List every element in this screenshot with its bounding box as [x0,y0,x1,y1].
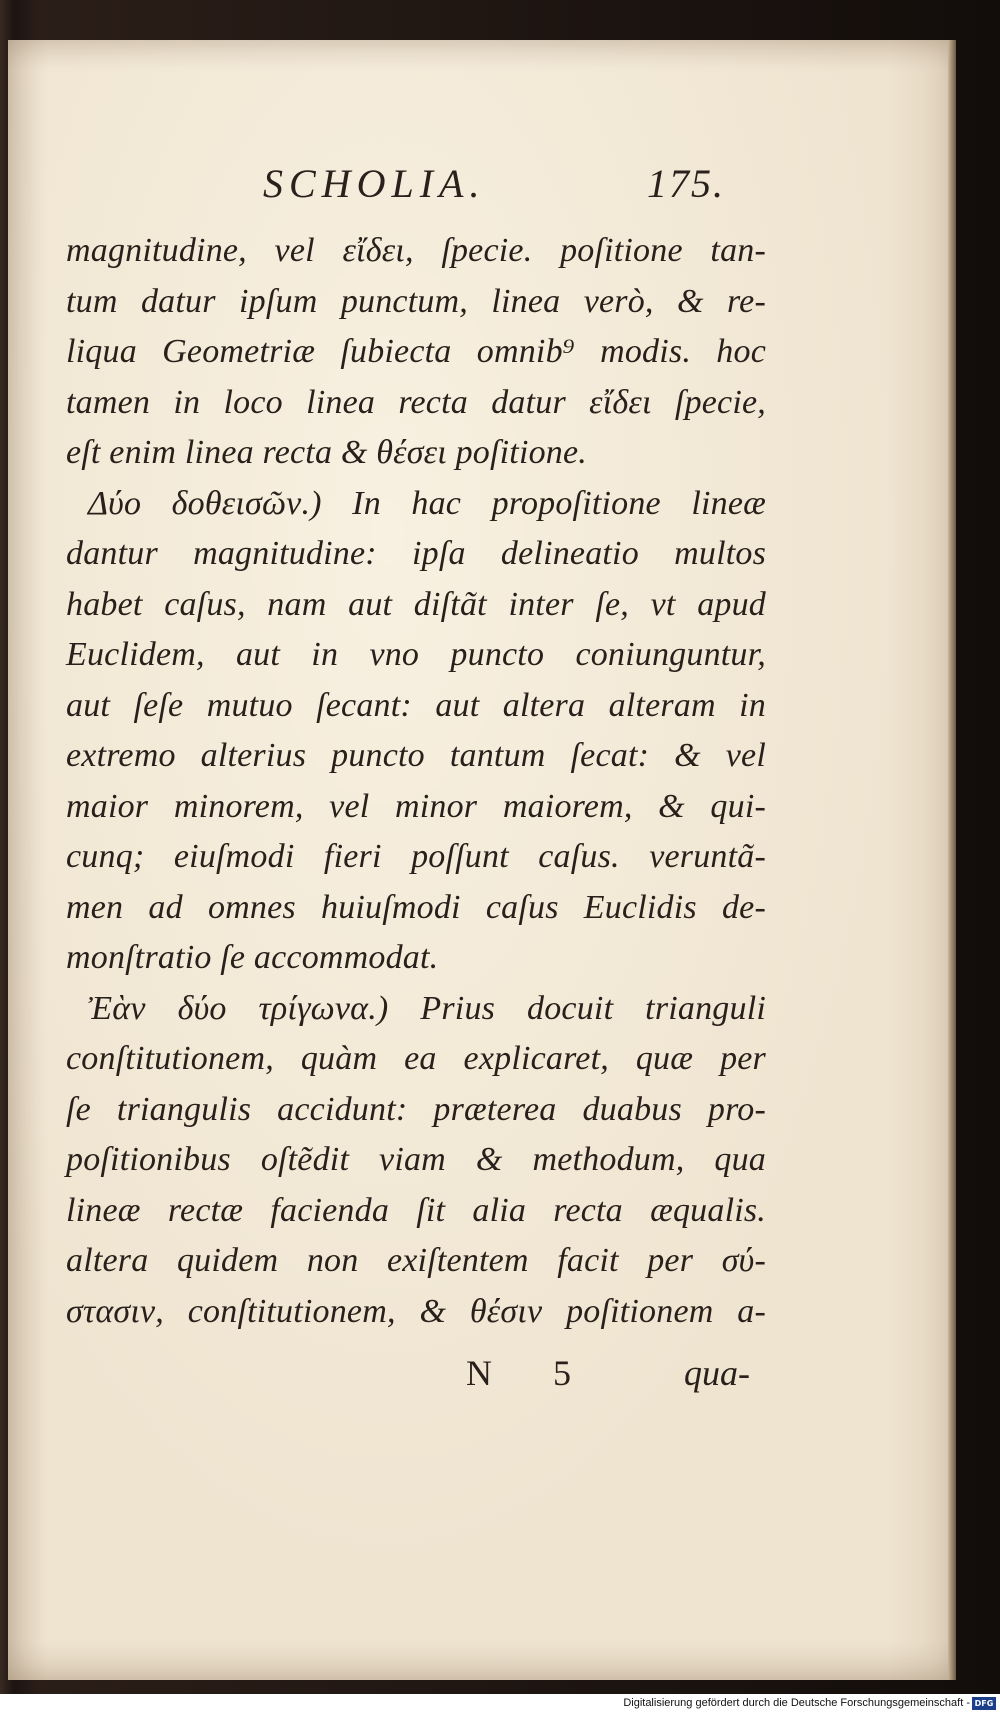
funding-credit: Digitalisierung gefördert durch die Deutsche Forschungsgemeinschaft - [623,1697,970,1709]
text-line: στασιν, conſtitutionem, & θέσιν poſitionem a- [66,1292,766,1330]
text-line: habet caſus, nam aut diſtãt inter ſe, vt apud [66,585,766,623]
digitization-footer [0,1694,1000,1714]
text-line: men ad omnes huiuſmodi caſus Euclidis de- [66,888,766,926]
text-line: aut ſeſe mutuo ſecant: aut altera alteram in [66,686,766,724]
text-line: poſitionibus oſtẽdit viam & methodum, qua [66,1141,766,1178]
text-line: altera quidem non exiſtentem facit per σύ- [66,1242,766,1279]
signature-mark: N 5 [466,1353,597,1393]
text-line: tamen in loco linea recta datur εἴδει ſpecie, [66,383,766,421]
page-number: 175. [647,161,725,206]
text-line: ſe triangulis accidunt: præterea duabus pro- [66,1090,766,1128]
text-line: maior minorem, vel minor maiorem, & qui- [66,787,766,825]
text-line: magnitudine, vel εἴδει, ſpecie. poſitione tan- [66,232,766,269]
running-title: SCHOLIA. [263,161,486,206]
text-line: tum datur ipſum punctum, linea verò, & re- [66,282,766,320]
text-line: extremo alterius puncto tantum ſecat: & vel [66,737,766,774]
text-line: eſt enim linea recta & θέσει poſitione. [66,434,587,471]
text-line: lineæ rectæ facienda ſit alia recta æqualis. [66,1191,766,1229]
page-header [255,160,725,220]
text-line: cunq; eiuſmodi fieri poſſunt caſus. veruntã- [66,838,766,875]
dfg-logo: DFG [972,1697,996,1710]
text-line: Euclidem, aut in vno puncto coniunguntur, [66,636,766,673]
text-line: monſtratio ſe accommodat. [66,939,439,976]
catchword: qua- [684,1353,750,1393]
page-edge [948,40,956,1680]
paragraph-start-line: Ἐὰν δύο τρίγωνα.) Prius docuit trianguli [88,989,766,1027]
text-line: liqua Geometriæ ſubiecta omnib⁹ modis. hoc [66,333,766,370]
body-text [66,226,766,1337]
paragraph-start-line: Δύο δοθεισῶν.) In hac propoſitione lineæ [88,484,766,522]
text-line: conſtitutionem, quàm ea explicaret, quæ per [66,1040,766,1077]
text-line: dantur magnitudine: ipſa delineatio multos [66,535,766,572]
page-foot [66,1352,766,1402]
